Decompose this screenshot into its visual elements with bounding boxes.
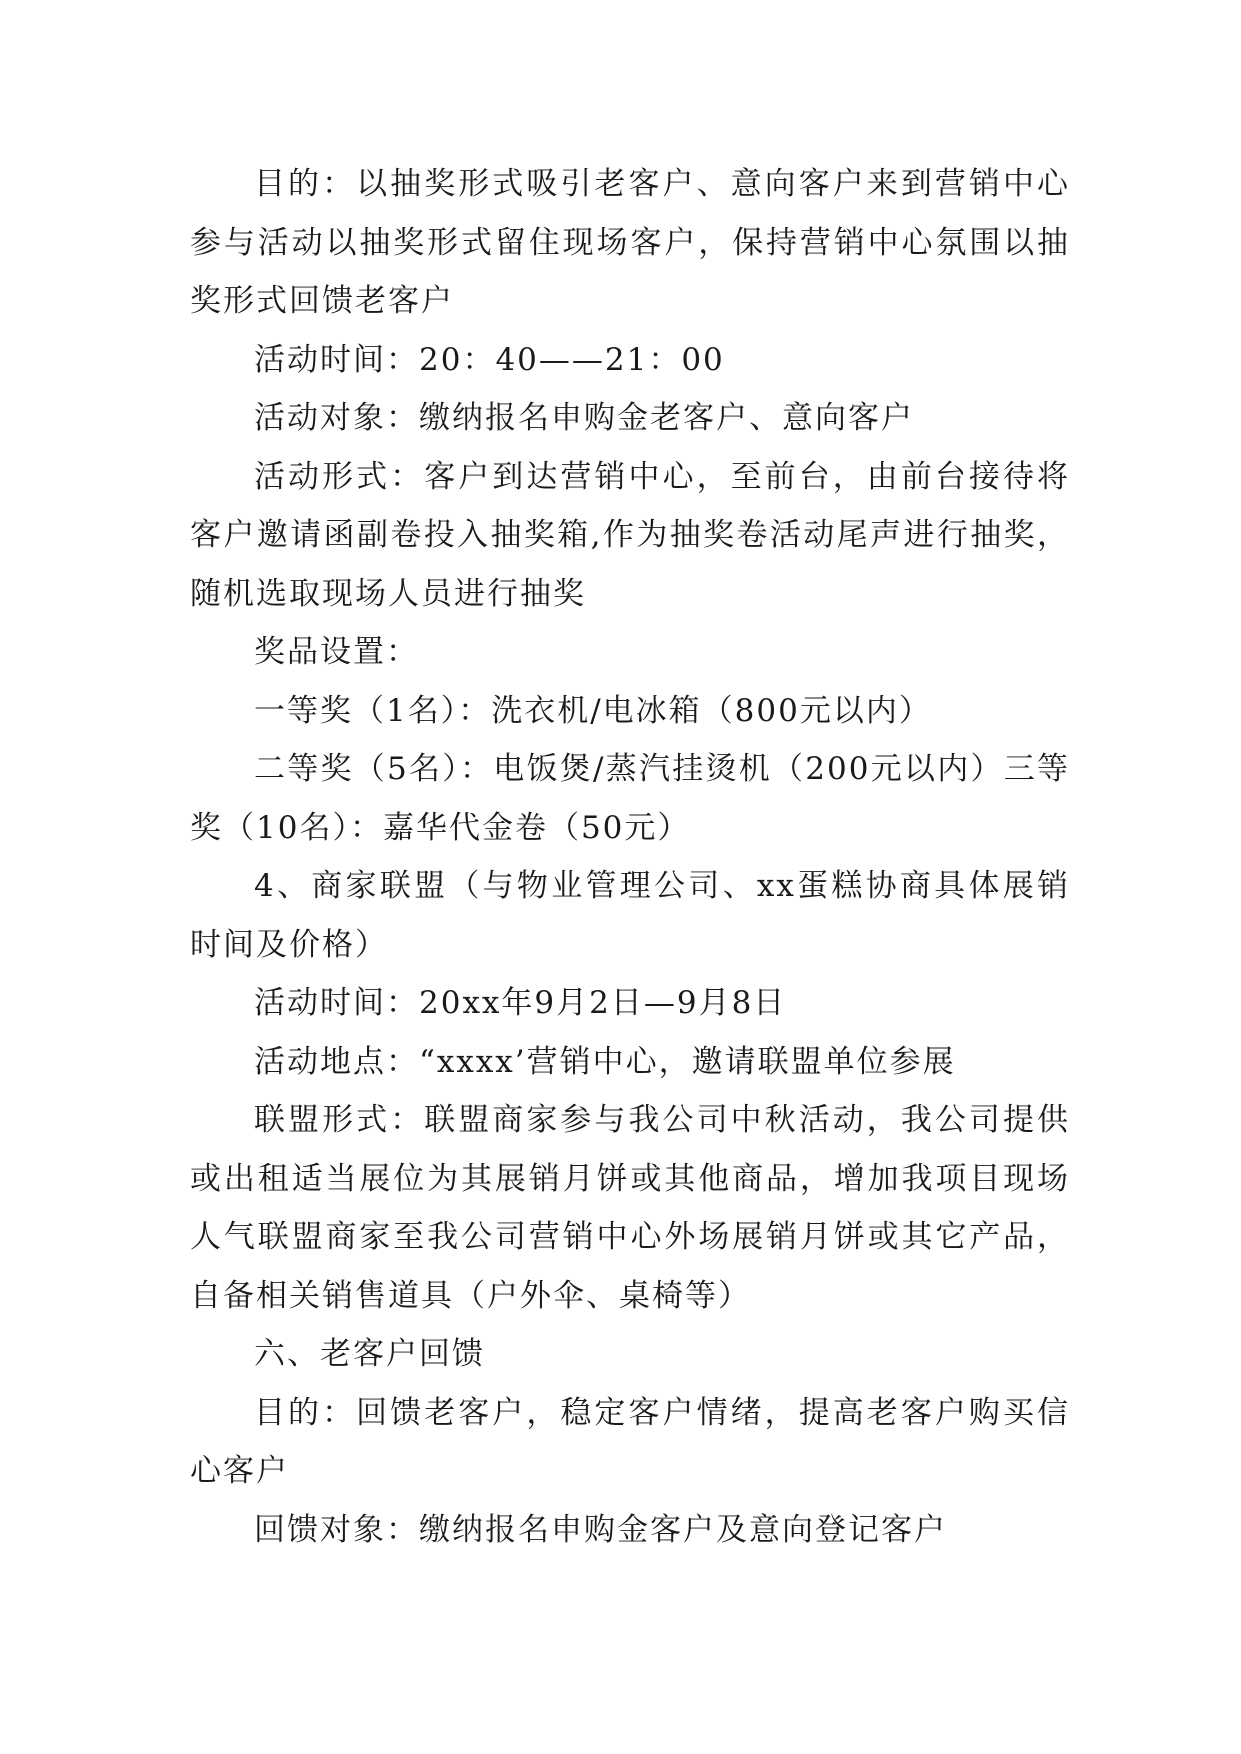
paragraph-merchant-alliance: 4、商家联盟（与物业管理公司、xx蛋糕协商具体展销时间及价格） [190, 868, 1070, 963]
paragraph-prize-setup: 奖品设置： [254, 634, 419, 670]
document-body [190, 155, 1070, 1559]
paragraph-alliance-location: 活动地点：“xxxx’营销中心，邀请联盟单位参展 [254, 1043, 956, 1080]
paragraph-second-third-prize: 二等奖（5名）：电饭煲/蒸汽挂烫机（200元以内）三等奖（10名）：嘉华代金卷（50元） [190, 751, 1070, 846]
paragraph-activity-time: 活动时间：20：40——21：00 [254, 341, 725, 378]
paragraph-feedback-target: 回馈对象：缴纳报名申购金客户及意向登记客户 [254, 1511, 947, 1548]
paragraph-feedback-purpose: 目的：回馈老客户，稳定客户情绪，提高老客户购买信心客户 [190, 1394, 1070, 1489]
paragraph-alliance-time: 活动时间：20xx年9月2日—9月8日 [254, 985, 787, 1021]
paragraph-purpose: 目的：以抽奖形式吸引老客户、意向客户来到营销中心参与活动以抽奖形式留住现场客户，保持营销中心氛围以抽奖形式回馈老客户 [190, 166, 1070, 319]
paragraph-activity-target: 活动对象：缴纳报名申购金老客户、意向客户 [254, 400, 914, 436]
paragraph-alliance-form: 联盟形式：联盟商家参与我公司中秋活动，我公司提供或出租适当展位为其展销月饼或其他商品，增加我项目现场人气联盟商家至我公司营销中心外场展销月饼或其它产品，自备相关销售道具（户外伞、桌椅等） [190, 1102, 1070, 1314]
section-heading-customer-feedback: 六、老客户回馈 [254, 1336, 485, 1372]
paragraph-activity-form: 活动形式：客户到达营销中心，至前台，由前台接待将客户邀请函副卷投入抽奖箱,作为抽奖卷活动尾声进行抽奖，随机选取现场人员进行抽奖 [190, 458, 1070, 612]
paragraph-first-prize: 一等奖（1名）：洗衣机/电冰箱（800元以内） [254, 692, 932, 729]
